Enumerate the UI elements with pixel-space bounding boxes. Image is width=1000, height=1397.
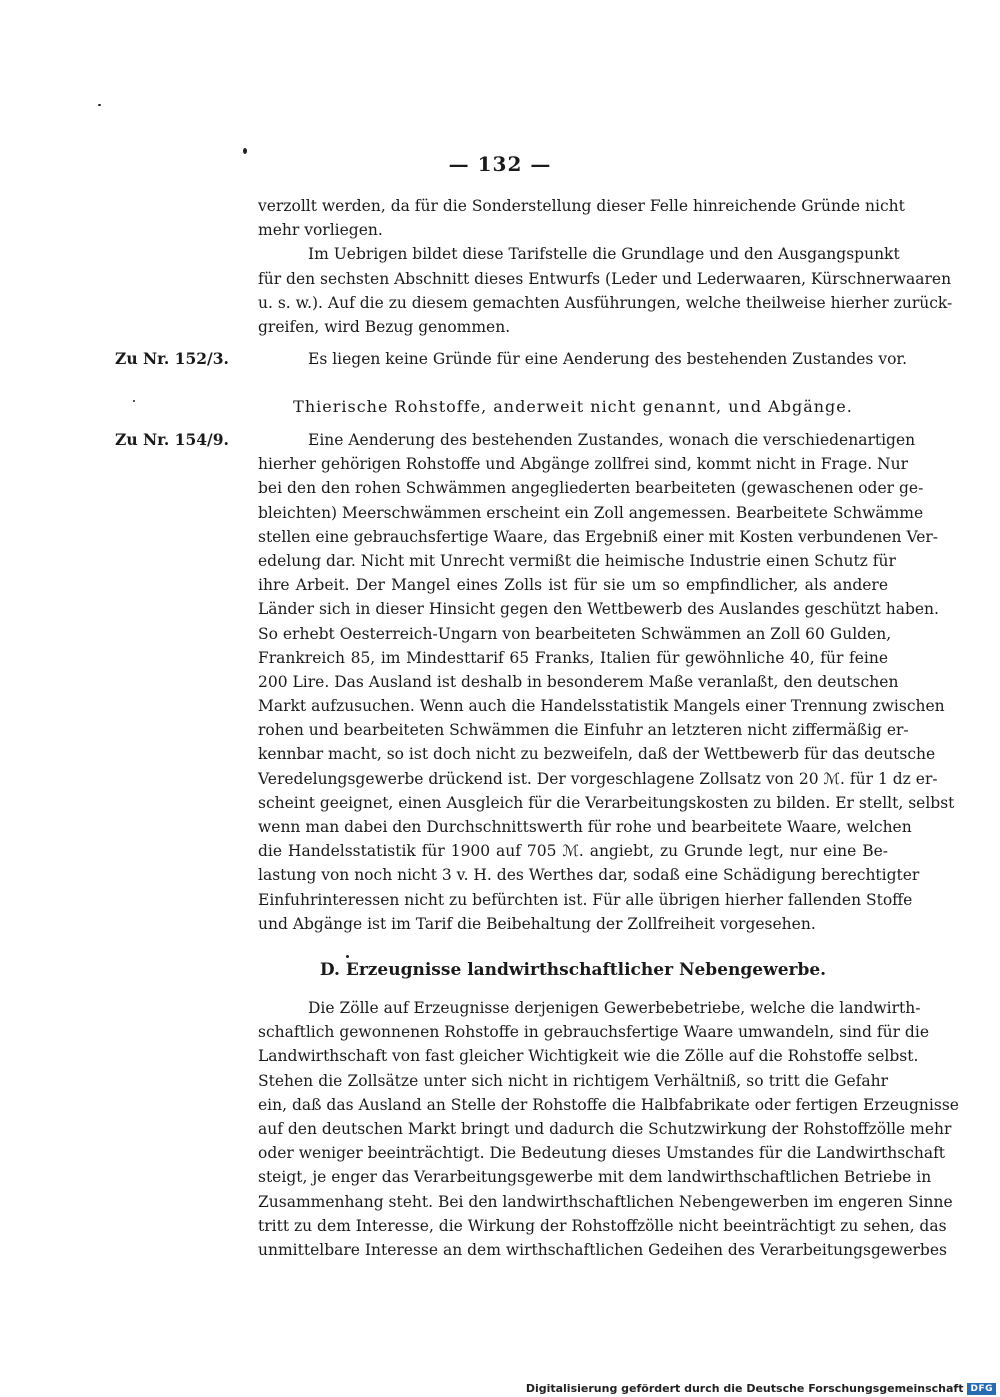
text-line: für den sechsten Abschnitt dieses Entwurfs (Leder und Lederwaaren, Kürschnerwaaren <box>258 269 952 288</box>
text-line: Einfuhrinteressen nicht zu befürchten ist. Für alle übrigen hierher fallenden Stoffe <box>258 890 913 909</box>
scan-speck <box>98 104 101 106</box>
text-line: lastung von noch nicht 3 v. H. des Werthes dar, sodaß eine Schädigung berechtigter <box>258 866 920 885</box>
text-line: 200 Lire. Das Ausland ist deshalb in besonderem Maße veranlaßt, den deutschen <box>258 672 899 691</box>
text-line: ein, daß das Ausland an Stelle der Rohstoffe die Halbfabrikate oder fertigen Erzeugnisse <box>258 1095 959 1114</box>
text-line: bei den den rohen Schwämmen angegliederten bearbeiteten (gewaschenen oder ge- <box>258 479 924 498</box>
text-line: Es liegen keine Gründe für eine Aenderung des bestehenden Zustandes vor. <box>308 350 908 368</box>
section-154-block <box>258 428 955 936</box>
text-line: Die Zölle auf Erzeugnisse derjenigen Gewerbebetriebe, welche die landwirth- <box>308 999 921 1017</box>
text-line: die Handelsstatistik für 1900 auf 705 ℳ. angiebt, zu Grunde legt, nur eine Be- <box>258 842 888 861</box>
text-line: Markt aufzusuchen. Wenn auch die Handelsstatistik Mangels einer Trennung zwischen <box>258 697 945 716</box>
text-line: oder weniger beeinträchtigt. Die Bedeutung dieses Umstandes für die Landwirthschaft <box>258 1144 946 1163</box>
text-line: Eine Aenderung des bestehenden Zustandes, wonach die verschiedenartigen <box>308 431 916 449</box>
section-heading-d: D. Erzeugnisse landwirthschaftlicher Nebengewerbe. <box>319 960 827 980</box>
section-d-block <box>258 996 959 1262</box>
text-line: Frankreich 85, im Mindesttarif 65 Franks, Italien für gewöhnliche 40, für feine <box>258 648 888 667</box>
text-line: steigt, je enger das Verarbeitungsgewerbe mit dem landwirthschaftlichen Betriebe in <box>258 1168 932 1187</box>
text-line: rohen und bearbeiteten Schwämmen die Einfuhr an letzteren nicht ziffermäßig er- <box>258 721 909 740</box>
text-line: hierher gehörigen Rohstoffe und Abgänge zollfrei sind, kommt nicht in Frage. Nur <box>258 455 909 474</box>
text-line: unmittelbare Interesse an dem wirthschaftlichen Gedeihen des Verarbeitungsgewerbes <box>258 1240 947 1259</box>
text-line: tritt zu dem Interesse, die Wirkung der Rohstoffzölle nicht beeinträchtigt zu sehen, das <box>258 1216 947 1235</box>
text-line: greifen, wird Bezug genommen. <box>258 317 511 336</box>
text-line: So erhebt Oesterreich-Ungarn von bearbeiteten Schwämmen an Zoll 60 Gulden, <box>258 624 892 643</box>
scan-speck <box>243 148 247 154</box>
text-line: und Abgänge ist im Tarif die Beibehaltung der Zollfreiheit vorgesehen. <box>258 914 816 933</box>
text-line: edelung dar. Nicht mit Unrecht vermißt die heimische Industrie einen Schutz für <box>258 551 896 570</box>
text-line: ihre Arbeit. Der Mangel eines Zolls ist für sie um so empfindlicher, als andere <box>258 576 888 595</box>
text-line: kennbar macht, so ist doch nicht zu bezweifeln, daß der Wettbewerb für das deutsche <box>258 745 936 764</box>
text-line: Landwirthschaft von fast gleicher Wichtigkeit wie die Zölle auf die Rohstoffe selbst. <box>258 1047 919 1066</box>
text-line: Stehen die Zollsätze unter sich nicht in richtigem Verhältniß, so tritt die Gefahr <box>258 1071 888 1090</box>
dfg-logo-icon: DFG <box>967 1383 996 1395</box>
text-line: mehr vorliegen. <box>258 221 383 240</box>
margin-label-154: Zu Nr. 154/9. <box>115 430 229 449</box>
text-line: wenn man dabei den Durchschnittswerth für rohe und bearbeitete Waare, welchen <box>258 818 912 836</box>
text-line: Im Uebrigen bildet diese Tarifstelle die Grundlage und den Ausgangspunkt <box>308 245 900 264</box>
text-line: schaftlich gewonnenen Rohstoffe in gebrauchsfertige Waare umwandeln, sind für die <box>258 1023 929 1042</box>
section-152-block <box>258 347 908 371</box>
text-line: bleichten) Meerschwämmen erscheint ein Zoll angemessen. Bearbeitete Schwämme <box>258 503 924 522</box>
footer-text: Digitalisierung gefördert durch die Deutsche Forschungsgemeinschaft <box>525 1382 964 1395</box>
digitization-footer <box>526 1382 996 1395</box>
text-line: Länder sich in dieser Hinsicht gegen den Wettbewerb des Auslandes geschützt haben. <box>258 600 939 619</box>
text-line: scheint geeignet, einen Ausgleich für die Verarbeitungskosten zu bilden. Er stellt, selbst <box>258 793 955 812</box>
scan-speck <box>133 400 135 402</box>
intro-block <box>258 194 953 339</box>
text-line: Veredelungsgewerbe drückend ist. Der vorgeschlagene Zollsatz von 20 ℳ. für 1 dz er- <box>258 769 938 788</box>
text-line: u. s. w.). Auf die zu diesem gemachten Ausführungen, welche theilweise hierher zurück- <box>258 293 953 312</box>
text-line: stellen eine gebrauchsfertige Waare, das Ergebniß einer mit Kosten verbundenen Ver- <box>258 527 939 546</box>
page-number: — 132 — <box>448 152 552 176</box>
scan-speck <box>346 955 349 958</box>
text-line: auf den deutschen Markt bringt und dadurch die Schutzwirkung der Rohstoffzölle mehr <box>258 1119 952 1138</box>
text-line: verzollt werden, da für die Sonderstellung dieser Felle hinreichende Gründe nicht <box>258 197 905 215</box>
section-heading-animal: Thierische Rohstoffe, anderweit nicht genannt, und Abgänge. <box>293 397 853 416</box>
margin-label-152: Zu Nr. 152/3. <box>115 349 229 368</box>
text-line: Zusammenhang steht. Bei den landwirthschaftlichen Nebengewerben im engeren Sinne <box>258 1192 953 1211</box>
